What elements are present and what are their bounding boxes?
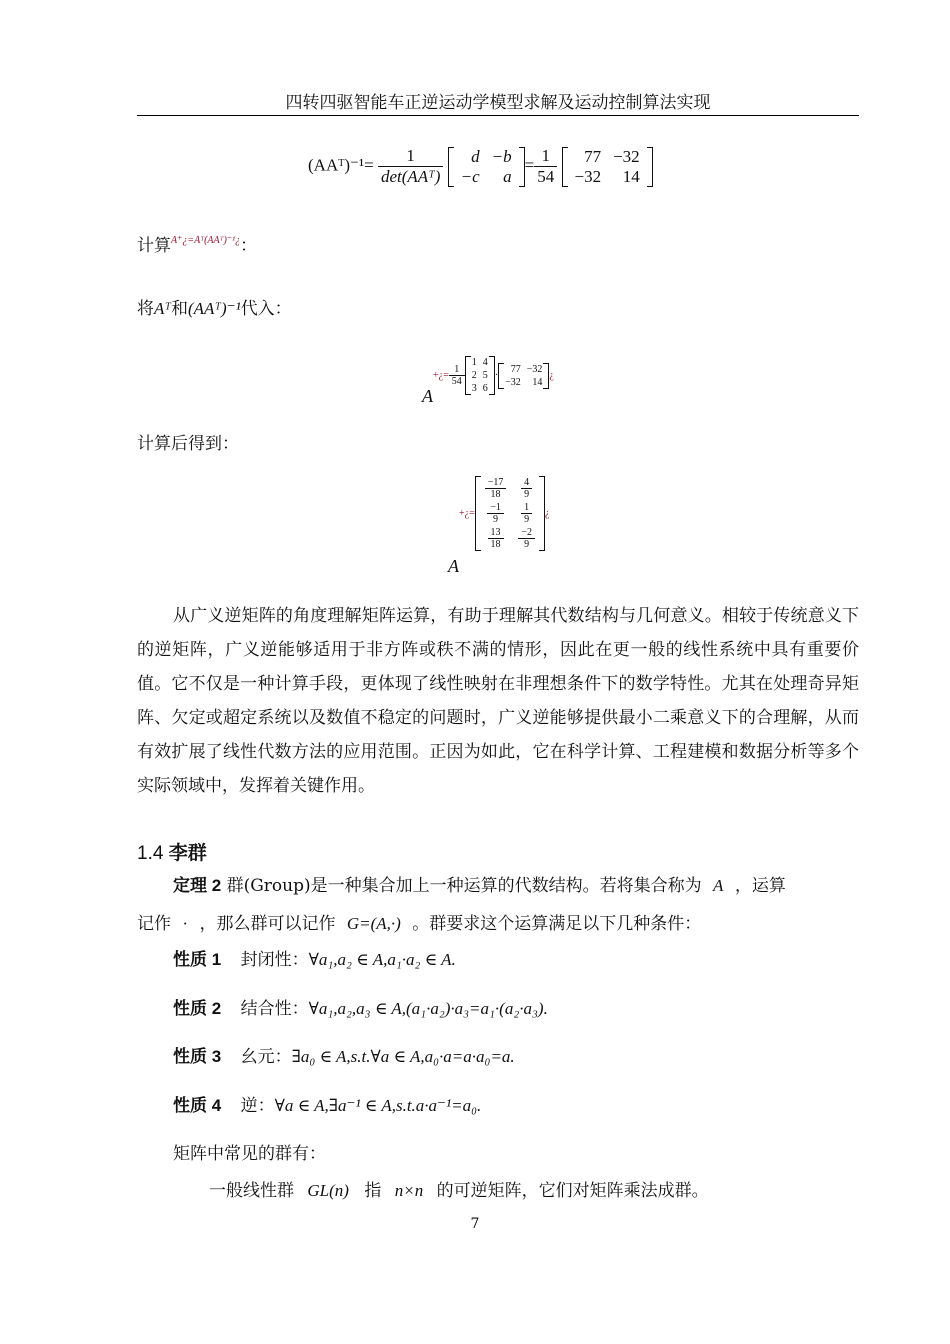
property-expression: ∃a₀ ∈ A,s.t.∀a ∈ A,a₀·a=a·a₀=a.	[291, 1047, 515, 1066]
matrix-cell: −32	[574, 166, 602, 186]
theorem-text-2: 记作	[137, 914, 171, 934]
common-groups-intro: 矩阵中常见的群有：	[173, 1144, 326, 1164]
fraction-denominator: 54	[537, 167, 555, 186]
matrix-fraction	[487, 502, 504, 525]
text-and: 和	[170, 299, 188, 319]
matrix-cell: 6	[482, 383, 488, 394]
pseudoinverse-expression: A⁺¿=Aᵀ(AAᵀ)⁻¹¿	[171, 235, 241, 246]
after-compute-line: 计算后得到：	[137, 434, 239, 454]
transpose-matrix	[465, 356, 495, 395]
set-symbol: A	[713, 876, 724, 895]
section-title: 李群	[168, 843, 207, 864]
inverse-matrix	[498, 363, 549, 389]
section-number: 1.4	[137, 843, 164, 864]
fraction-numerator: 1	[521, 502, 532, 514]
fraction-numerator: 1	[449, 364, 465, 376]
property-4	[173, 1094, 481, 1118]
property-expression: ∀a₁,a₂ ∈ A,a₁·a₂ ∈ A.	[308, 950, 456, 969]
matrix-fraction	[521, 477, 532, 500]
body-paragraph: 从广义逆矩阵的角度理解矩阵运算，有助于理解其代数结构与几何意义。相较于传统意义下的逆矩阵，广义逆能够适用于非方阵或秩不满的情形，因此在更一般的线性系统中具有重要价值。它不仅是一种计算手段，更体现了线性映射在非理想条件下的数学特性。尤其在处理奇异矩阵、欠定或超定系统以及数值不稳定的问题时，广义逆能够提供最小二乘意义下的合理解，从而有效扩展了线性代数方法的应用范围。正因为如此，它在科学计算、工程建模和数据分析等多个实际领域中，发挥着关键作用。	[137, 606, 859, 796]
matrix-cell: 1	[471, 357, 477, 368]
matrix-cell: 14	[622, 166, 640, 186]
running-header: 四转四驱智能车正逆运动学模型求解及运动控制算法实现	[285, 93, 711, 113]
property-name: 结合性：	[240, 999, 309, 1019]
fraction-denominator: 18	[490, 539, 501, 550]
eq-result-tail: ¿	[545, 508, 550, 519]
fraction-denominator: 9	[493, 514, 499, 525]
matrix-cell: −32	[613, 146, 640, 166]
property-label: 性质 4	[173, 1096, 222, 1115]
matrix-cell: −32	[505, 376, 521, 388]
compute-pseudoinverse-line	[137, 234, 257, 261]
gl-text-c: 的可逆矩阵，它们对矩阵乘法成群。	[436, 1181, 709, 1201]
theorem-text-2b: ，那么群可以记作	[199, 914, 336, 934]
property-name: 幺元：	[240, 1047, 292, 1067]
matrix-fraction	[518, 527, 535, 550]
fraction-denominator: 9	[524, 539, 530, 550]
eq-inverse-lhs: (AAᵀ)⁻¹=	[308, 155, 374, 175]
fraction-numerator: 1	[534, 146, 557, 167]
inverse-symbol: (AAᵀ)⁻¹	[187, 299, 241, 318]
header-rule	[137, 115, 859, 116]
property-name: 逆：	[240, 1096, 275, 1116]
theorem-label: 定理 2	[173, 876, 222, 895]
page-number: 7	[470, 1216, 480, 1232]
text-substitute-post: 代入：	[240, 299, 292, 319]
fraction-denominator: 18	[490, 489, 501, 500]
matrix-cell: 3	[471, 383, 477, 394]
numeric-matrix	[562, 147, 653, 187]
matrix-cell: 14	[532, 376, 543, 388]
matrix-cell: 77	[510, 363, 521, 375]
property-label: 性质 1	[173, 950, 222, 969]
gl-text-b: 指	[364, 1181, 382, 1201]
text-colon: ：	[240, 236, 258, 256]
property-label: 性质 3	[173, 1047, 222, 1066]
eq-sub-lhs-symbol: A	[422, 386, 433, 406]
matrix-cell: 5	[482, 370, 488, 381]
gl-expression: GL(n)	[307, 1181, 349, 1200]
eq-sub-plus: +¿=	[433, 370, 449, 381]
matrix-cell: −c	[460, 166, 480, 186]
fraction-numerator: −17	[485, 477, 507, 489]
eq-result-plus: +¿=	[459, 508, 475, 519]
theorem-line-2	[137, 912, 701, 936]
text-compute: 计算	[137, 236, 171, 256]
matrix-cell: −32	[526, 363, 543, 375]
fraction-numerator: 1	[378, 146, 443, 167]
matrix-cell: d	[471, 146, 480, 166]
property-3	[173, 1045, 515, 1069]
fraction-denominator: det(AAᵀ)	[380, 167, 441, 186]
fraction-denominator: 9	[524, 514, 530, 525]
eq-equals: =	[524, 155, 535, 175]
matrix-cell: 77	[584, 146, 602, 166]
fraction-numerator: −1	[487, 502, 504, 514]
fraction-denominator: 54	[451, 376, 462, 387]
property-2	[173, 997, 548, 1021]
eq-sub-tail: ¿	[549, 370, 554, 381]
property-expression: ∀a ∈ A,∃a⁻¹ ∈ A,s.t.a·a⁻¹=a₀.	[274, 1096, 482, 1115]
theorem-line-1	[173, 874, 786, 898]
theorem-text-1b: ，运算	[734, 876, 786, 896]
matrix-fraction	[488, 527, 504, 550]
general-linear-group-line	[209, 1179, 709, 1203]
operation-symbol: ·	[182, 914, 189, 933]
pseudoinverse-matrix	[475, 476, 545, 551]
equation-result	[446, 476, 550, 576]
eq-sub-dot: ·	[494, 370, 499, 381]
fraction-numerator: 13	[488, 527, 504, 539]
eq-inverse-fraction	[378, 146, 443, 187]
text-substitute-pre: 将	[137, 299, 154, 319]
matrix-cell: 2	[471, 370, 477, 381]
equation-substitution	[420, 356, 554, 406]
property-label: 性质 2	[173, 999, 222, 1018]
section-heading	[137, 838, 207, 865]
matrix-cell: 4	[482, 357, 488, 368]
eq-result-lhs-symbol: A	[448, 556, 459, 576]
gl-text-a: 一般线性群	[209, 1181, 294, 1201]
fraction-denominator: 9	[524, 489, 530, 500]
equation-inverse	[308, 146, 653, 187]
adjugate-matrix	[448, 147, 525, 187]
eq-sub-fraction	[449, 364, 465, 387]
matrix-cell: −b	[491, 146, 512, 166]
matrix-fraction	[521, 502, 532, 525]
property-name: 封闭性：	[240, 950, 309, 970]
property-1	[173, 948, 456, 972]
theorem-text-2c: 。群要求这个运算满足以下几种条件：	[412, 914, 702, 934]
fraction-numerator: 4	[521, 477, 532, 489]
eq-inverse-scalar	[534, 146, 557, 187]
matrix-fraction	[485, 477, 507, 500]
substitute-line	[137, 297, 292, 321]
matrix-cell: a	[503, 166, 512, 186]
property-expression: ∀a₁,a₂,a₃ ∈ A,(a₁·a₂)·a₃=a₁·(a₂·a₃).	[308, 999, 548, 1018]
fraction-numerator: −2	[518, 527, 535, 539]
group-expression: G=(A,·)	[346, 914, 401, 933]
gl-size: n×n	[394, 1181, 424, 1200]
theorem-text-1: 群(Group)是一种集合加上一种运算的代数结构。若将集合称为	[226, 876, 702, 896]
transpose-symbol: Aᵀ	[154, 299, 171, 318]
